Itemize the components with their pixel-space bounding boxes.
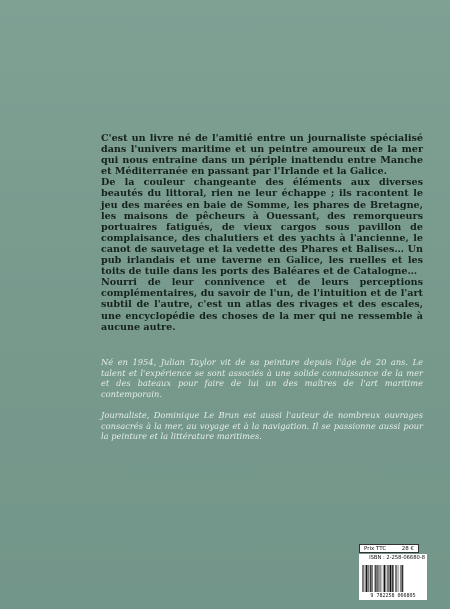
- price-label: Prix TTC: [364, 546, 387, 552]
- price-value: 28 €: [401, 546, 414, 552]
- isbn-label: ISBN : 2-258-06680-8: [359, 554, 427, 562]
- barcode-digits: 9 782258 066805: [370, 593, 416, 599]
- barcode-icon: [362, 565, 424, 592]
- blurb-text: [101, 133, 423, 333]
- barcode: [359, 562, 427, 600]
- author-bios: [101, 357, 423, 452]
- blurb-paragraph-3: Nourri de leur connivence et de leurs perceptions complémentaires, du savoir de l'un, de l'intuition et de l'art subtil de l'autre, c'est un atlas des rivages et des escales, une encyclopédie des choses de la mer qui ne ressemble à aucune autre.: [101, 277, 423, 333]
- price-box: [359, 544, 419, 553]
- blurb-paragraph-1: C'est un livre né de l'amitié entre un journaliste spécialisé dans l'univers maritime et un peintre amoureux de la mer qui nous entraine dans un périple inattendu entre Manche et Méditerranée en passant par l'Irlande et la Galice.: [101, 133, 423, 178]
- illustrator-bio: Né en 1954, Julian Taylor vit de sa peinture depuis l'âge de 20 ans. Le talent et l'expérience se sont associés à une solide connaissance de la mer et des bateaux pour faire de lui un des maîtres de l'art maritime contemporain.: [101, 357, 423, 399]
- blurb-paragraph-2: De la couleur changeante des éléments aux diverses beautés du littoral, rien ne leur échappe ; ils racontent le jeu des marées en baie de Somme, les phares de Bretagne, les maisons de pêcheurs à Ouessant, des remorqueurs portuaires fatigués, de vieux cargos sous pavillon de complaisance, des chalutiers et des yachts à l'ancienne, le canot de sauvetage et la vedette des Phares et Balises… Un pub irlandais et une taverne en Galice, les ruelles et les toits de tuile dans les ports des Baléares et de Catalogne…: [101, 177, 423, 278]
- author-bio: Journaliste, Dominique Le Brun est aussi l'auteur de nombreux ouvrages consacrés à la mer, au voyage et à la navigation. Il se passionne aussi pour la peinture et la littérature maritimes.: [101, 409, 423, 442]
